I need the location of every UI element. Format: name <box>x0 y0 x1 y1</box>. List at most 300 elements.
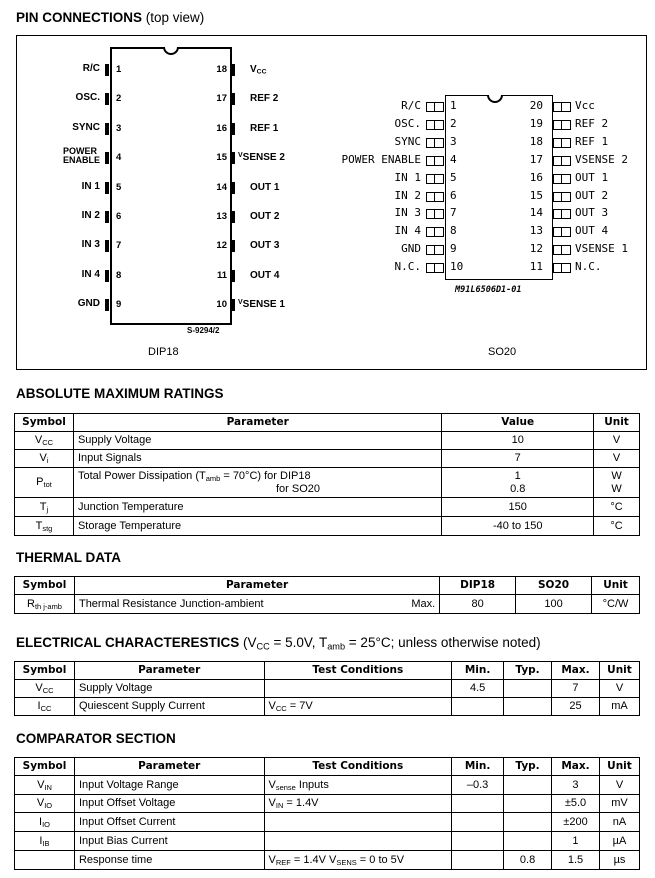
pin-number: 17 <box>529 152 543 166</box>
subscript: sense <box>275 782 296 792</box>
text: W <box>611 469 622 482</box>
so-pin <box>426 209 444 219</box>
text: = 1.4V V <box>290 853 337 866</box>
subscript: IB <box>42 838 50 848</box>
section-title: PIN CONNECTIONS <box>16 10 143 25</box>
table-cell <box>15 776 75 795</box>
table-row <box>15 795 640 813</box>
pin-number: 13 <box>216 211 227 222</box>
column-header: Max. <box>552 758 600 776</box>
text: GND <box>77 298 100 310</box>
pin-label: OUT 4 <box>575 224 609 238</box>
column-header: Symbol <box>15 414 74 432</box>
so-pin <box>553 156 571 166</box>
so-pin <box>553 263 571 273</box>
pin-number: 16 <box>529 170 543 184</box>
table-cell <box>15 595 75 614</box>
table-cell <box>74 595 439 614</box>
text: OSC. <box>75 92 100 104</box>
pin-label <box>72 123 100 132</box>
table-row <box>15 680 640 698</box>
dip-pin <box>231 299 235 311</box>
subscript: CC <box>42 685 54 695</box>
table-cell: 1 <box>552 832 600 851</box>
table-cell <box>15 832 75 851</box>
table-cell <box>264 813 452 832</box>
pin-label <box>76 93 100 102</box>
pin-label <box>250 211 279 222</box>
so-pin <box>553 227 571 237</box>
so-pin <box>553 192 571 202</box>
column-header: Test Conditions <box>264 662 452 680</box>
table-cell <box>15 698 75 716</box>
table-cell <box>504 698 552 716</box>
dip18-package-body <box>110 47 232 325</box>
pin-label: POWER ENABLE <box>341 152 421 166</box>
text: V <box>37 778 45 791</box>
subscript: CC <box>42 437 54 447</box>
table-cell: V <box>599 776 639 795</box>
so-pin <box>426 120 444 130</box>
pin-label: GND <box>401 242 421 256</box>
pin-number: 16 <box>216 122 227 134</box>
text: V <box>34 434 43 446</box>
column-header: Test Conditions <box>264 758 452 776</box>
text: = 25°C; unless otherwise noted) <box>345 635 541 650</box>
subscript: th j-amb <box>34 601 62 611</box>
text: POWER <box>62 146 97 157</box>
table-cell <box>15 498 74 517</box>
pin-label: IN 1 <box>394 170 421 184</box>
text: V <box>268 778 276 791</box>
table-cell <box>264 680 452 698</box>
table-cell <box>264 832 452 851</box>
pin-label: VSENSE 1 <box>575 242 628 256</box>
text: ELECTRICAL CHARACTERESTICS <box>16 635 240 650</box>
so-pin <box>426 245 444 255</box>
pin-label <box>63 147 100 165</box>
table-cell <box>264 776 452 795</box>
dip-pin <box>231 152 235 164</box>
pin-label: R/C <box>401 99 421 112</box>
table-header-row <box>15 758 640 776</box>
column-header: DIP18 <box>440 577 516 595</box>
table-row <box>15 517 640 536</box>
pin-label <box>250 270 279 281</box>
so-pin <box>553 245 571 255</box>
text: R/C <box>82 63 100 74</box>
column-header: Parameter <box>74 758 264 776</box>
text: R <box>27 597 35 610</box>
table-cell: -40 to 150 <box>442 517 594 536</box>
subscript: stg <box>42 523 53 533</box>
pin-label <box>238 299 285 310</box>
text: 0.8 <box>510 482 526 495</box>
pin-number: 6 <box>116 211 122 222</box>
pin-number: 15 <box>529 188 543 202</box>
pin-number: 13 <box>529 224 543 238</box>
so-pin <box>553 120 571 130</box>
text: T <box>35 519 43 532</box>
pin-label <box>250 240 279 251</box>
text: SYNC <box>72 121 100 133</box>
pin-number: 20 <box>529 99 543 112</box>
text: IN 2 <box>81 210 100 221</box>
table-cell: Junction Temperature <box>73 498 441 517</box>
so-pin <box>426 138 444 148</box>
text: SENSE 2 <box>242 152 285 164</box>
column-header: SO20 <box>516 577 592 595</box>
table-cell <box>442 468 594 498</box>
table-cell: 1.5 <box>552 851 600 870</box>
table-row <box>15 832 640 851</box>
dip18-drawing-code: S-9294/2 <box>187 326 220 335</box>
pin-label: OSC. <box>394 116 421 130</box>
table-cell: 80 <box>440 595 516 614</box>
table-row <box>15 432 640 450</box>
dip-pin <box>231 123 235 135</box>
table-cell: 7 <box>442 450 594 468</box>
column-header: Parameter <box>74 662 264 680</box>
table-cell <box>15 468 74 498</box>
table-cell: Input Offset Current <box>74 813 264 832</box>
text: SENSE 1 <box>242 299 285 311</box>
table-cell <box>452 795 504 813</box>
pin-label <box>250 93 278 104</box>
dip-pin <box>105 64 109 76</box>
table-cell: °C/W <box>592 595 640 614</box>
table-cell: ±200 <box>552 813 600 832</box>
text: V <box>36 797 45 809</box>
table-cell <box>452 813 504 832</box>
text: I <box>37 700 41 712</box>
pin-label: REF 1 <box>575 134 609 148</box>
text: V <box>268 700 276 712</box>
pin-number: 12 <box>529 242 543 256</box>
pin-number: 4 <box>116 152 122 164</box>
so-pin <box>426 227 444 237</box>
table-cell <box>504 680 552 698</box>
table-cell: Input Offset Voltage <box>74 795 264 813</box>
table-cell <box>15 680 75 698</box>
table-cell: Input Voltage Range <box>74 776 264 795</box>
table-cell: V <box>599 680 639 698</box>
text: = 5.0V, T <box>269 635 328 650</box>
text: 1 <box>514 469 521 482</box>
table-cell: mA <box>599 698 639 716</box>
table-cell <box>264 795 452 813</box>
column-header: Value <box>442 414 594 432</box>
column-header: Unit <box>599 662 639 680</box>
table-cell: Input Signals <box>73 450 441 468</box>
table-cell: ±5.0 <box>552 795 600 813</box>
text: Thermal Resistance Junction-ambient <box>78 597 264 610</box>
pin-number: 19 <box>529 116 543 130</box>
dip-pin <box>231 64 235 76</box>
table-cell: Supply Voltage <box>73 432 441 450</box>
table-cell <box>452 698 504 716</box>
text: = 70°C) for DIP18 <box>220 469 311 482</box>
table-cell <box>15 795 75 813</box>
table-cell: 4.5 <box>452 680 504 698</box>
table-cell <box>504 832 552 851</box>
pin-label: SYNC <box>394 134 421 148</box>
table-cell: V <box>594 432 640 450</box>
text: V <box>268 797 276 809</box>
table-cell <box>15 517 74 536</box>
pin-label: IN 2 <box>394 188 421 202</box>
table-cell <box>264 851 452 870</box>
so-pin <box>426 156 444 166</box>
dip-pin <box>105 240 109 252</box>
column-header: Min. <box>452 662 504 680</box>
so-pin <box>553 174 571 184</box>
pin-number: 15 <box>216 152 227 164</box>
table-cell <box>15 432 74 450</box>
so-pin <box>553 209 571 219</box>
table-cell: 10 <box>442 432 594 450</box>
pin-connections-title <box>16 10 204 25</box>
text: = 7V <box>286 700 313 712</box>
dip-pin <box>105 299 109 311</box>
text: I <box>39 815 43 828</box>
column-header: Symbol <box>15 758 75 776</box>
pin-label: REF 2 <box>575 116 609 130</box>
table-cell: 7 <box>552 680 600 698</box>
pin-number: 6 <box>450 188 457 202</box>
subscript: CC <box>256 68 267 76</box>
table-cell <box>452 851 504 870</box>
table-row <box>15 498 640 517</box>
table-cell: 150 <box>442 498 594 517</box>
subscript: i <box>46 455 49 465</box>
table-row <box>15 468 640 498</box>
text: ABSOLUTE MAXIMUM RATINGS <box>16 386 224 401</box>
table-cell: Storage Temperature <box>73 517 441 536</box>
pin-number: 1 <box>116 64 122 75</box>
subscript: IN <box>44 782 52 792</box>
pin-label <box>82 182 100 191</box>
dip-pin <box>231 240 235 252</box>
electrical-characteristics-title <box>16 635 541 650</box>
table-cell: µA <box>599 832 639 851</box>
subscript: j <box>46 504 49 514</box>
dip-pin <box>105 182 109 194</box>
pin-number: 11 <box>216 269 227 281</box>
table-cell: °C <box>594 517 640 536</box>
dip-pin <box>105 93 109 105</box>
so20-drawing-code: M91L6506D1-01 <box>455 285 522 295</box>
pin-number: 8 <box>116 269 122 281</box>
column-header: Parameter <box>73 414 441 432</box>
dip-pin <box>105 152 109 164</box>
comparator-section-title <box>16 731 176 746</box>
column-header: Parameter <box>74 577 439 595</box>
absolute-max-title <box>16 386 224 401</box>
text: OUT 4 <box>250 269 280 281</box>
text: OUT 2 <box>250 211 280 222</box>
electrical-characteristics-table <box>14 661 640 716</box>
pin-number: 11 <box>529 260 543 274</box>
pin-label: N.C. <box>575 260 602 274</box>
pin-label <box>82 240 100 249</box>
table-cell: Quiescent Supply Current <box>74 698 264 716</box>
table-cell <box>73 468 441 498</box>
table-row <box>15 851 640 870</box>
so-pin <box>426 263 444 273</box>
subscript: CC <box>275 703 287 713</box>
pin-number: 2 <box>116 93 122 105</box>
table-cell <box>15 813 75 832</box>
table-header-row <box>15 662 640 680</box>
table-cell: nA <box>599 813 639 832</box>
dip-pin <box>105 270 109 282</box>
subscript: IN <box>275 800 284 810</box>
dip-pin <box>231 211 235 223</box>
table-cell: µs <box>599 851 639 870</box>
table-row <box>15 595 640 614</box>
column-header: Symbol <box>15 577 75 595</box>
pin-number: 7 <box>450 206 457 220</box>
text: THERMAL DATA <box>16 550 121 565</box>
so-pin <box>553 102 571 112</box>
table-cell: mV <box>599 795 639 813</box>
text: I <box>39 834 43 847</box>
text: ENABLE <box>62 155 100 166</box>
table-row <box>15 450 640 468</box>
pin-label: N.C. <box>394 260 421 274</box>
table-cell: Input Bias Current <box>74 832 264 851</box>
dip-pin <box>231 270 235 282</box>
pin-label <box>250 64 267 75</box>
pin-label: Vcc <box>575 99 595 112</box>
column-header: Typ. <box>504 758 552 776</box>
dip18-caption: DIP18 <box>148 346 179 358</box>
text: V <box>268 853 276 866</box>
pin-label: OUT 3 <box>575 206 609 220</box>
pin-number: 9 <box>116 299 122 311</box>
column-header: Typ. <box>504 662 552 680</box>
pin-label: IN 3 <box>394 206 421 220</box>
pin-number: 17 <box>216 93 227 105</box>
text: IN 4 <box>81 268 100 280</box>
subscript: REF <box>275 857 291 867</box>
pin-label: OUT 2 <box>575 188 609 202</box>
column-header: Unit <box>592 577 640 595</box>
column-header: Min. <box>452 758 504 776</box>
subscript: tot <box>43 479 52 489</box>
subscript: amb <box>205 473 221 483</box>
pin-number: 14 <box>529 206 543 220</box>
pin-number: 4 <box>450 152 457 166</box>
dip-pin <box>231 93 235 105</box>
text: IN 1 <box>81 180 100 192</box>
pin-number: 8 <box>450 224 457 238</box>
pin-label <box>250 182 279 193</box>
text: V <box>39 452 47 464</box>
comparator-section-table <box>14 757 640 870</box>
column-header: Symbol <box>15 662 75 680</box>
table-cell <box>15 450 74 468</box>
table-cell: V <box>594 450 640 468</box>
text: Max. <box>411 597 436 610</box>
pin-number: 18 <box>216 64 227 75</box>
subscript: IO <box>42 819 50 829</box>
pin-number: 5 <box>450 170 457 184</box>
pin-number: 7 <box>116 240 122 252</box>
dip-pin <box>231 182 235 194</box>
table-cell <box>264 698 452 716</box>
table-row <box>15 776 640 795</box>
text: = 0 to 5V <box>356 853 405 866</box>
pin-number: 12 <box>216 240 227 252</box>
so-pin <box>553 138 571 148</box>
pin-number: 3 <box>116 122 122 134</box>
text: for SO20 <box>275 482 320 495</box>
so-pin <box>426 174 444 184</box>
thermal-data-title <box>16 550 121 565</box>
table-cell: 0.8 <box>504 851 552 870</box>
pin-label: OUT 1 <box>575 170 609 184</box>
pin-number: 3 <box>450 134 457 148</box>
text: OUT 1 <box>250 181 280 193</box>
pin-label <box>250 123 278 134</box>
table-cell: Supply Voltage <box>74 680 264 698</box>
pin-number: 14 <box>216 181 227 193</box>
subscript: CC <box>40 703 52 713</box>
thermal-data-table <box>14 576 640 614</box>
text: = 1.4V <box>283 797 319 809</box>
pin-number: 5 <box>116 181 122 193</box>
absolute-max-table <box>14 413 640 536</box>
table-cell <box>504 776 552 795</box>
text: T <box>39 500 47 513</box>
subscript: SENS <box>336 857 357 867</box>
text: COMPARATOR SECTION <box>16 731 176 746</box>
pin-number: 2 <box>450 116 457 130</box>
table-cell <box>504 813 552 832</box>
pin-label: IN 4 <box>394 224 421 238</box>
table-header-row <box>15 577 640 595</box>
superscript: V <box>238 299 243 307</box>
column-header: Unit <box>599 758 639 776</box>
superscript: V <box>238 152 243 160</box>
text: P <box>36 476 44 488</box>
subscript: amb <box>327 641 346 652</box>
table-cell <box>504 795 552 813</box>
table-cell: Response time <box>74 851 264 870</box>
subscript: CC <box>256 641 270 652</box>
pin-number: 10 <box>216 299 227 311</box>
pin-number: 10 <box>450 260 464 274</box>
table-cell: –0.3 <box>452 776 504 795</box>
subscript: IO <box>44 800 53 810</box>
pin-label: VSENSE 2 <box>575 152 628 166</box>
text: W <box>611 482 622 495</box>
pin-label <box>83 64 100 73</box>
table-row <box>15 813 640 832</box>
column-header: Max. <box>552 662 600 680</box>
text: OUT 3 <box>250 240 280 252</box>
pin-number: 18 <box>529 134 543 148</box>
text: IN 3 <box>81 239 100 251</box>
column-header: Unit <box>594 414 640 432</box>
table-row <box>15 698 640 716</box>
text: Inputs <box>295 778 329 791</box>
table-header-row <box>15 414 640 432</box>
table-cell: 100 <box>516 595 592 614</box>
table-cell: °C <box>594 498 640 517</box>
